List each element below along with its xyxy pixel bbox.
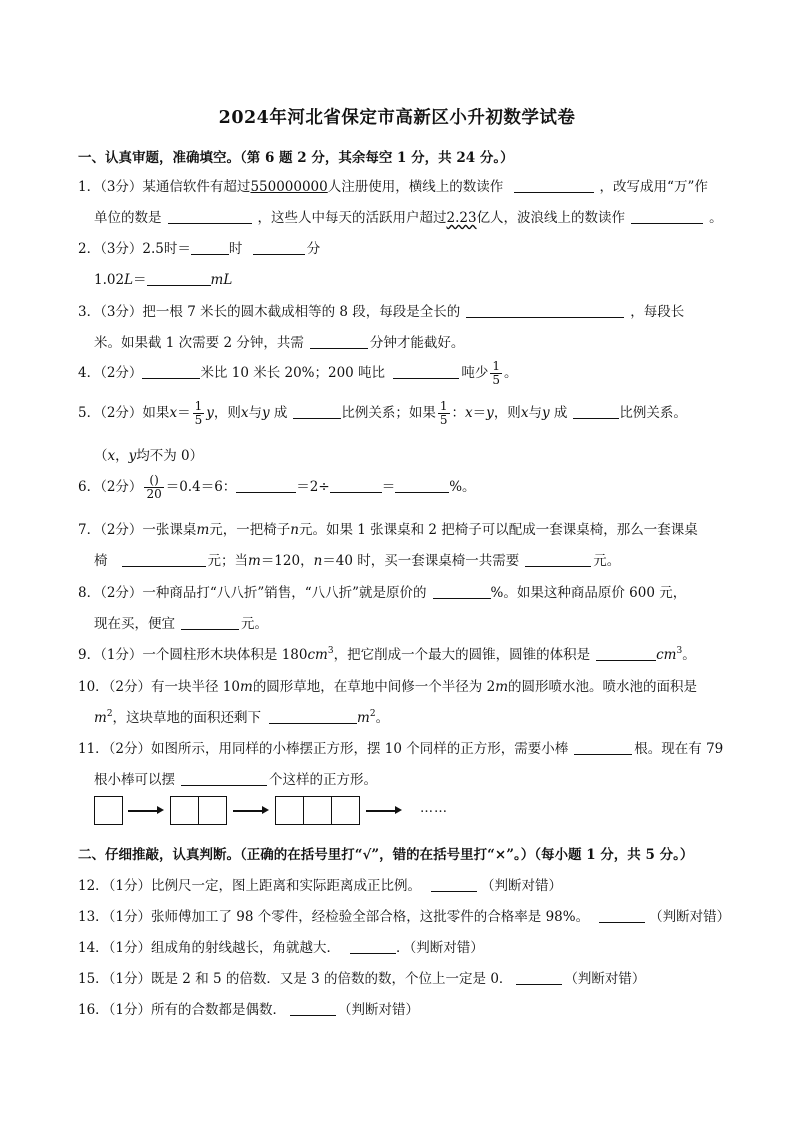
answer-blank[interactable]: [168, 209, 252, 224]
question-3-line-2: 米。如果截 1 次需要 2 分钟，共需 分钟才能截好。: [94, 335, 465, 351]
question-8-line-2: 现在买，便宜 元。: [94, 616, 268, 632]
square: [303, 796, 332, 825]
question-11-line-1: 11．（2分）如图所示，用同样的小棒摆正方形，摆 10 个同样的正方形，需要小棒 根。现在有 79: [78, 741, 724, 757]
question-7-line-2: 椅 元；当m＝120，n＝40 时，买一套课桌椅一共需要 元。: [94, 553, 621, 569]
answer-blank[interactable]: [395, 478, 449, 493]
square: [275, 796, 304, 825]
answer-blank[interactable]: [573, 404, 619, 419]
answer-blank[interactable]: [516, 970, 562, 985]
square: [198, 796, 227, 825]
square: [94, 796, 123, 825]
question-16: 16．（1分）所有的合数都是偶数． （判断对错）: [78, 1002, 420, 1018]
question-1-line-2: 单位的数是 ，这些人中每天的活跃用户超过2.23亿人，波浪线上的数读作 。: [94, 210, 723, 226]
answer-blank[interactable]: [599, 908, 645, 923]
answer-blank[interactable]: [191, 240, 229, 255]
answer-blank[interactable]: [574, 740, 632, 755]
arrow-right-icon: [233, 810, 263, 812]
fraction: $\frac{1}{5}$: [194, 399, 203, 427]
question-13: 13．（1分）张师傅加工了 98 个零件，经检验全部合格，这批零件的合格率是 98%。 （判断对错）: [78, 909, 731, 925]
answer-blank[interactable]: [596, 646, 656, 661]
answer-blank[interactable]: [122, 552, 206, 567]
answer-blank[interactable]: [431, 877, 477, 892]
arrow-right-icon: [366, 810, 396, 812]
answer-blank[interactable]: [253, 240, 305, 255]
answer-blank[interactable]: [290, 1001, 336, 1016]
answer-blank[interactable]: [142, 364, 200, 379]
answer-blank[interactable]: [514, 178, 594, 193]
question-1-line-1: 1．（3分）某通信软件有超过550000000人注册使用，横线上的数读作 ，改写成用“万”作: [78, 179, 708, 195]
answer-blank[interactable]: [293, 404, 341, 419]
question-10-line-2: $m^2$，这块草地的面积还剩下 $m^2$。: [94, 709, 390, 726]
section-2-heading: 二、仔细推敲，认真判断。（正确的在括号里打“√”，错的在括号里打“×”。）（每小题 1 分，共 5 分。）: [78, 847, 694, 863]
ellipsis: ……: [420, 801, 448, 816]
answer-blank[interactable]: [350, 939, 396, 954]
page-title: 2024年河北省保定市高新区小升初数学试卷: [218, 108, 576, 128]
square: [170, 796, 199, 825]
question-6: 6．（2分） $\frac{()}{20}$ ＝0.4＝6： ＝2÷ ＝ %。: [78, 473, 476, 501]
answer-blank[interactable]: [236, 478, 296, 493]
question-5-line-1: 5．（2分）如果x＝ $\frac{1}{5}$ y，则x与y 成 比例关系；如果 $\frac{1}{5}$ ：x＝y，则x与y 成 比例关系。: [78, 399, 687, 427]
answer-blank[interactable]: [310, 334, 368, 349]
answer-blank[interactable]: [330, 478, 382, 493]
answer-blank[interactable]: [466, 303, 624, 318]
fraction: $\frac{1}{5}$: [492, 359, 500, 387]
fraction: $\frac{()}{20}$: [146, 473, 162, 501]
question-15: 15．（1分）既是 2 和 5 的倍数．又是 3 的倍数的数，个位上一定是 0． （判断对错）: [78, 971, 646, 987]
fraction: $\frac{1}{5}$: [439, 399, 448, 427]
question-4: 4．（2分） 米比 10 米长 20%；200 吨比 吨少 $\frac{1}{5}$ 。: [78, 359, 518, 387]
answer-blank[interactable]: [393, 364, 459, 379]
question-14: 14．（1分）组成角的射线越长，角就越大． ．（判断对错）: [78, 940, 484, 956]
underlined-number: 550000000: [250, 179, 328, 195]
question-2-line-2: 1.02L＝ mL: [94, 272, 233, 288]
answer-blank[interactable]: [181, 615, 239, 630]
question-7-line-1: 7．（2分）一张课桌m元，一把椅子n元。如果 1 张课桌和 2 把椅子可以配成一套课桌椅，那么一套课桌: [78, 522, 698, 538]
answer-blank[interactable]: [631, 209, 703, 224]
question-11-line-2: 根小棒可以摆 个这样的正方形。: [94, 772, 377, 788]
question-10-line-1: 10．（2分）有一块半径 10m的圆形草地，在草地中间修一个半径为 2m的圆形喷水池。喷水池的面积是: [78, 679, 698, 695]
question-12: 12．（1分）比例尺一定，图上距离和实际距离成正比例。 （判断对错）: [78, 878, 563, 894]
question-5-line-2: （x，y均不为 0）: [94, 448, 204, 464]
question-2-line-1: 2．（3分）2.5时＝ 时 分: [78, 241, 321, 257]
arrow-right-icon: [128, 810, 158, 812]
answer-blank[interactable]: [525, 552, 591, 567]
question-9: 9．（1分）一个圆柱形木块体积是 $180cm^3$，把它削成一个最大的圆锥，圆锥的体积是 $cm^3$。: [78, 646, 696, 663]
question-3-line-1: 3．（3分）把一根 7 米长的圆木截成相等的 8 段，每段是全长的 ，每段长: [78, 304, 685, 320]
answer-blank[interactable]: [433, 584, 491, 599]
question-8-line-1: 8．（2分）一种商品打“八八折”销售，“八八折”就是原价的 %。如果这种商品原价 600 元，: [78, 585, 687, 601]
matchstick-squares-figure: [94, 796, 454, 830]
square: [331, 796, 360, 825]
answer-blank[interactable]: [269, 709, 357, 724]
section-1-heading: 一、认真审题，准确填空。（第 6 题 2 分，其余每空 1 分，共 24 分。）: [78, 150, 514, 166]
wavy-underlined-number: 2.23: [446, 210, 477, 226]
answer-blank[interactable]: [181, 771, 267, 786]
answer-blank[interactable]: [147, 271, 211, 286]
